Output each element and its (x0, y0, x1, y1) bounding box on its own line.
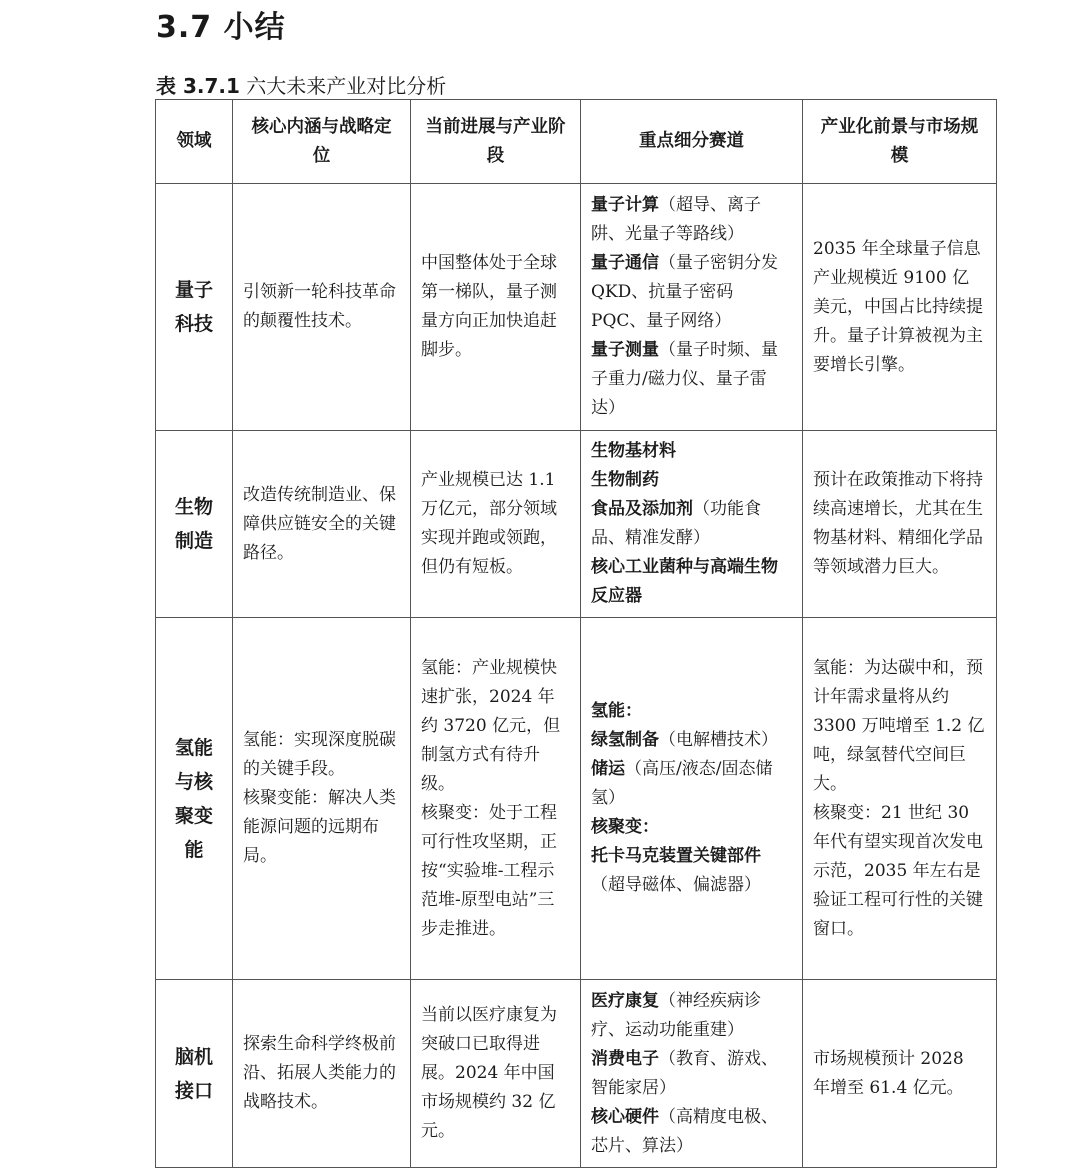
table-row (156, 980, 997, 1168)
track-item: 核心硬件（高精度电极、芯片、算法） (591, 1106, 778, 1156)
track-item: 量子测量（量子时频、量子重力/磁力仪、量子雷达） (591, 340, 778, 418)
track-item: 生物制药 (591, 470, 659, 490)
cell-tracks (581, 618, 803, 980)
header-domain: 领域 (156, 100, 233, 184)
cell-core (233, 618, 411, 980)
cell-progress: 产业规模已达 1.1 万亿元，部分领域实现并跑或领跑，但仍有短板。 (411, 431, 581, 618)
cell-domain: 量子科技 (156, 184, 233, 431)
cell-tracks (581, 980, 803, 1168)
track-item: 消费电子（教育、游戏、智能家居） (591, 1048, 778, 1098)
header-progress: 当前进展与产业阶段 (411, 100, 581, 184)
cell-market: 市场规模预计 2028 年增至 61.4 亿元。 (803, 980, 997, 1168)
track-item: 绿氢制备（电解槽技术） (591, 730, 778, 750)
table-row (156, 618, 997, 980)
header-core: 核心内涵与战略定位 (233, 100, 411, 184)
cell-progress: 当前以医疗康复为突破口已取得进展。2024 年中国市场规模约 32 亿元。 (411, 980, 581, 1168)
cell-progress: 中国整体处于全球第一梯队，量子测量方向正加快追赶脚步。 (411, 184, 581, 431)
table-caption (156, 70, 446, 99)
track-item: 储运（高压/液态/固态储氢） (591, 759, 773, 808)
table-row (156, 184, 997, 431)
market-part: 核聚变：21 世纪 30 年代有望实现首次发电示范，2035 年左右是验证工程可行性的关键窗口。 (813, 802, 983, 939)
cell-domain: 氢能与核聚变能 (156, 618, 233, 980)
core-part: 氢能：实现深度脱碳的关键手段。 (243, 730, 396, 779)
cell-domain: 脑机接口 (156, 980, 233, 1168)
table-row (156, 431, 997, 618)
track-item: 托卡马克装置关键部件 （超导磁体、偏滤器） (591, 846, 761, 895)
track-item: 医疗康复（神经疾病诊疗、运动功能重建） (591, 990, 761, 1040)
cell-tracks (581, 431, 803, 618)
cell-market (803, 618, 997, 980)
section-heading: 3.7 小结 (156, 10, 286, 45)
track-item: 食品及添加剂（功能食品、精准发酵） (591, 499, 761, 548)
track-item: 量子计算（超导、离子阱、光量子等路线） (591, 195, 761, 244)
progress-part: 氢能：产业规模快速扩张，2024 年约 3720 亿元，但制氢方式有待升级。 (421, 657, 561, 794)
track-item: 生物基材料 (591, 441, 676, 461)
track-group-label: 氢能： (591, 701, 642, 721)
table-title: 六大未来产业对比分析 (246, 74, 447, 98)
cell-market: 2035 年全球量子信息产业规模近 9100 亿美元，中国占比持续提升。量子计算被视为主要增长引擎。 (803, 184, 997, 431)
header-row (156, 100, 997, 184)
track-item: 核心工业菌种与高端生物反应器 (591, 557, 778, 606)
cell-progress (411, 618, 581, 980)
header-market: 产业化前景与市场规模 (803, 100, 997, 184)
cell-market: 预计在政策推动下将持续高速增长，尤其在生物基材料、精细化学品等领域潜力巨大。 (803, 431, 997, 618)
cell-core: 引领新一轮科技革命的颠覆性技术。 (233, 184, 411, 431)
comparison-table (155, 99, 997, 1168)
core-part: 核聚变能：解决人类能源问题的远期布局。 (243, 788, 396, 866)
table-number: 表 3.7.1 (156, 74, 240, 98)
cell-tracks (581, 184, 803, 431)
track-group-label: 核聚变： (591, 817, 659, 837)
header-tracks: 重点细分赛道 (581, 100, 803, 184)
market-part: 氢能：为达碳中和，预计年需求量将从约 3300 万吨增至 1.2 亿吨，绿氢替代空间巨大。 (813, 657, 985, 794)
track-item: 量子通信（量子密钥分发 QKD、抗量子密码 PQC、量子网络） (591, 253, 778, 331)
cell-domain: 生物制造 (156, 431, 233, 618)
cell-core: 探索生命科学终极前沿、拓展人类能力的战略技术。 (233, 980, 411, 1168)
progress-part: 核聚变：处于工程可行性攻坚期，正按“实验堆-工程示范堆-原型电站”三步走推进。 (421, 802, 557, 939)
cell-core: 改造传统制造业、保障供应链安全的关键路径。 (233, 431, 411, 618)
